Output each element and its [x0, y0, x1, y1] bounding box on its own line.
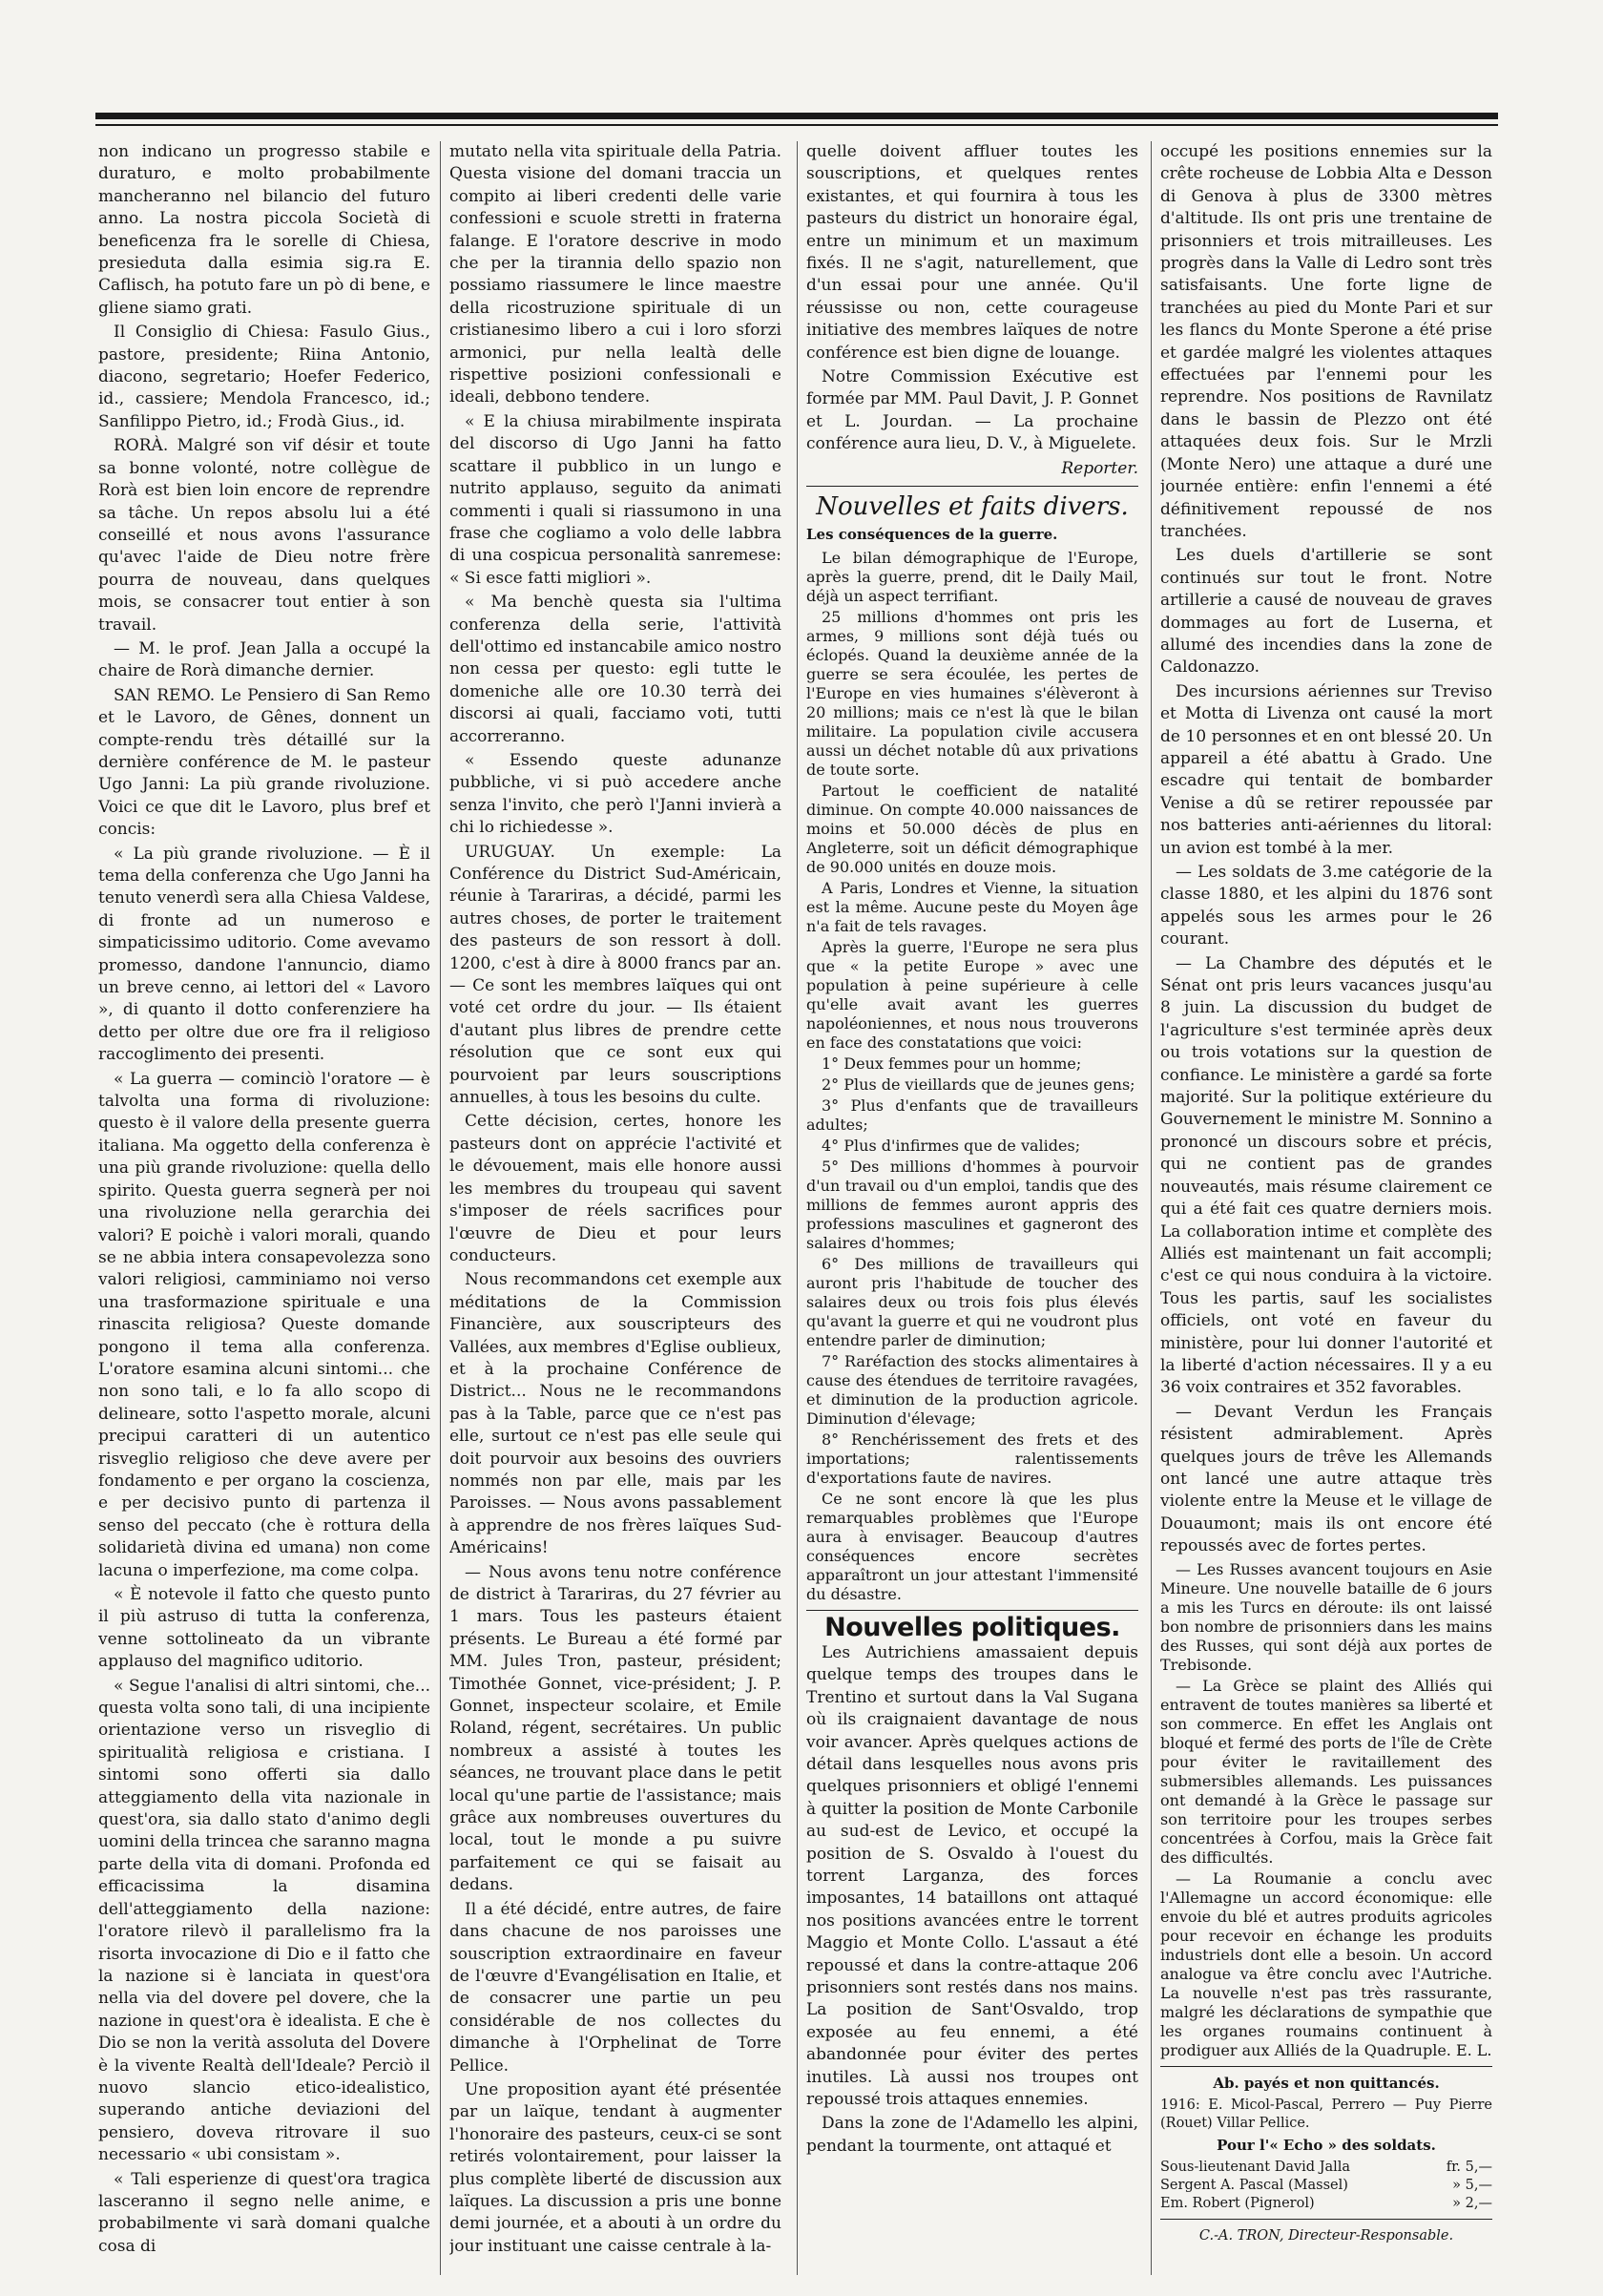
paragraph: — Les Russes avancent toujours en Asie Mineure. Une nouvelle bataille de 6 jours a mis les Turcs en déroute: ils ont laissé bon nombre de prisonniers dans les mains des Russes, qui sont déjà aux portes de Trebisonde. — [1160, 1559, 1492, 1674]
section-title-politiques: Nouvelles politiques. — [824, 1612, 1120, 1642]
amount: 5,— — [1465, 2178, 1492, 2194]
column-4 — [1160, 141, 1492, 2279]
paragraph: — Devant Verdun les Français résistent admirablement. Après quelques jours de trêve les Allemands ont lancé une autre attaque très violente entre la Meuse et le village de Douaumont; mais ils ont encore été repoussés avec de fortes pertes. — [1160, 1402, 1492, 1556]
col4-small-body — [1160, 1560, 1492, 2060]
paragraph: occupé les positions ennemies sur la crête rocheuse de Lobbia Alta e Desson di Genova à plus de 3300 mètres d'altitude. Ils ont pris une trentaine de prisonniers et trois mitrailleuses. Les progrès dans la Valle di Ledro sont très satisfaisants. Une forte ligne de tranchées au pied du Monte Pari et sur les flancs du Monte Sperone a été prise et gardée malgré les violentes attaques effectuées par l'ennemi pour les reprendre. Nos positions de Ravnilatz dans le bassin de Plezzo ont été attaquées deux fois. Sur le Mrzli (Monte Nero) une attaque a duré une journée entière: enfin l'ennemi a été définitivement repoussé de nos tranchées. — [1160, 142, 1492, 541]
paragraph: « Ma benchè questa sia l'ultima conferenza della serie, l'attività dell'ottimo ed instancabile amico nostro non cessa per questo: egli tutte le domeniche alle ore 10.30 terrà dei discorsi ai quali, facciamo voti, tutti accorreranno. — [449, 593, 781, 746]
paragraph: Les duels d'artillerie se sont continués sur tout le front. Notre artillerie a causé de nouveau de graves dommages au fort de Luserna, et allumé des incendies dans la zone de Caldonazzo. — [1160, 546, 1492, 678]
paragraph: Dans la zone de l'Adamello les alpini, pendant la tourmente, ont attaqué et — [806, 2114, 1138, 2156]
paragraph: — Les soldats de 3.me catégorie de la classe 1880, et les alpini du 1876 sont appelés sous les armes pour le 26 courant. — [1160, 863, 1492, 950]
echo-title: Pour l'« Echo » des soldats. — [1217, 2137, 1436, 2154]
paragraph: « Essendo queste adunanze pubbliche, vi si può accedere anche senza l'invito, che però l'Janni invierà a chi lo richiedesse ». — [449, 750, 781, 838]
paragraph: Cette décision, certes, honore les pasteurs dont on apprécie l'activité et le dévouement, mais elle honore aussi les membres du troupeau qui savent s'imposer de réels sacrifices pour l'œuvre de Dieu et pour leurs conducteurs. — [449, 1112, 781, 1265]
paragraph: « Tali esperienze di quest'ora tragica lasceranno il segno nelle anime, e probabilmente vi sarà domani qualche cosa di — [98, 2169, 430, 2256]
list-item: 4° Plus d'infirmes que de valides; — [822, 1136, 1081, 1155]
column-3 — [806, 141, 1138, 2279]
list-item: 1° Deux femmes pour un homme; — [822, 1054, 1082, 1073]
donation-row — [1160, 2195, 1492, 2213]
currency: » — [1452, 2196, 1462, 2212]
section-rule — [806, 1610, 1138, 1611]
paragraph: « Segue l'analisi di altri sintomi, che... questa volta sono tali, di una incipiente orientazione verso un risveglio di spiritualità religiosa e cristiana. I sintomi sono offerti sia dallo atteggiamento della vita nazionale in quest'ora, sia dallo stato d'animo degli uomini della trincea che saranno magna parte della vita di domani. Profonda ed efficacissima la disamina dell'atteggiamento della nazione: l'oratore rilevò il parallelismo fra la risorta invocazione di Dio e il fatto che la nazione si è lanciata in quest'ora nella via del dovere pel dovere, che la nazione in quest'ora è idealista. E che è Dio se non la verità assoluta del Dovere è la vivente Realtà dell'Ideale? Perciò il nuovo slancio etico-idealistico, superando antiche deviazioni del pensiero, doveva ritrovare il suo necessario « ubi consistam ». — [98, 1676, 430, 2165]
paragraph: mutato nella vita spirituale della Patria. Questa visione del domani traccia un compito ai liberi credenti delle varie confessioni e scuole stretti in fraterna falange. E l'oratore descrive in modo che per la tirannia dello spazio non possiamo riassumere le lince maestre della ricostruzione spirituale di un cristianesimo libero a cui i loro sforzi armonici, pur nella lealtà delle rispettive posizioni confessionali e ideali, debbono tendere. — [449, 142, 781, 407]
column-2 — [449, 141, 781, 2279]
paragraph: non indicano un progresso stabile e duraturo, e molto probabilmente mancheranno nel bilancio del futuro anno. La nostra piccola Società di beneficenza fra le sorelle di Chiesa, presieduta dalla esimia sig.ra E. Caflisch, ha potuto fare un pò di bene, e gliene siamo grati. — [98, 142, 430, 318]
donor-name: Sergent A. Pascal (Massel) — [1160, 2178, 1348, 2194]
paragraph: URUGUAY. Un exemple: La Conférence du District Sud-Américain, réunie à Tarariras, a décidé, parmi les autres choses, de porter le traitement des pasteurs de son ressort à doll. 1200, c'est à dire à 8000 francs par an. — Ce sont les membres laïques qui ont voté cet ordre du jour. — Ils étaient d'autant plus libres de prendre cette résolution que ce sont eux qui pourvoient par leurs souscriptions annuelles, à tous les besoins du culte. — [449, 842, 781, 1108]
section-rule — [1160, 2066, 1492, 2067]
donor-name: Em. Robert (Pignerol) — [1160, 2196, 1315, 2212]
paragraph: Une proposition ayant été présentée par un laïque, tendant à augmenter l'honoraire des pasteurs, ceux-ci se sont retirés volontairement, pour laisser la plus complète liberté de discussion aux laïques. La discussion a pris une bonne demi journée, et a abouti à un ordre du jour instituant une caisse centrale à la- — [449, 2079, 781, 2256]
list-item: 3° Plus d'enfants que de travailleurs adultes; — [806, 1096, 1138, 1134]
paragraph: RORÀ. Malgré son vif désir et toute sa bonne volonté, notre collègue de Rorà est bien loin encore de reprendre sa tâche. Un repos absolu lui a été conseillé et nous avons l'assurance qu'avec l'aide de Dieu notre frère pourra de nouveau, dans quelques mois, se consacrer tout entier à son travail. — [98, 436, 430, 635]
paragraph: Notre Commission Exécutive est formée par MM. Paul Davit, J. P. Gonnet et L. Jourdan. — La prochaine conférence aura lieu, D. V., à Miguelete. — [806, 367, 1138, 454]
paragraph: — La Grèce se plaint des Alliés qui entravent de toutes manières sa liberté et son commerce. En effet les Anglais ont bloqué et fermé des ports de l'île de Crète pour éviter le ravitaillement des submersibles allemands. Les puissances ont demandé à la Grèce le passage sur son territoire pour les troupes serbes concentrées à Corfou, mais la Grèce fait des difficultés. — [1160, 1676, 1492, 1867]
donor-name: Sous-lieutenant David Jalla — [1160, 2160, 1351, 2176]
amount: 2,— — [1465, 2196, 1492, 2212]
paragraph: Des incursions aériennes sur Treviso et Motta di Livenza ont causé la mort de 10 personnes et en ont blessé 20. Un appareil a été abattu à Grado. Une escadre qui tentait de bombarder Venise a dû se retirer repoussée par nos batteries anti-aériennes du litoral: un avion est tombé à la mer. — [1160, 681, 1492, 858]
currency: » — [1452, 2178, 1462, 2194]
paragraph: — La Chambre des députés et le Sénat ont pris leurs vacances jusqu'au 8 juin. La discussion du budget de l'agriculture s'est terminée après deux ou trois votations sur la question de confiance. Le ministère a gardé sa forte majorité. Sur la politique extérieure du Gouvernement le ministre M. Sonnino a prononcé un discours sobre et précis, qui ne contient pas de grandes nouveautés, mais résume clairement ce qui a été fait ces quatre derniers mois. La collaboration intime et complète des Alliés est maintenant un fait accompli; c'est ce qui nous conduira à la victoire. Tous les partis, sauf les socialistes officiels, ont voté en faveur du ministère, pour lui donner l'autorité et la liberté d'action nécessaires. Il y a eu 36 voix contraires et 352 favorables. — [1160, 953, 1492, 1398]
section-rule — [806, 486, 1138, 487]
paragraph: SAN REMO. Le Pensiero di San Remo et le Lavoro, de Gênes, donnent un compte-rendu très détaillé sur la dernière conférence de M. le pasteur Ugo Janni: La più grande rivoluzione. Voici ce que dit le Lavoro, plus bref et concis: — [98, 685, 430, 840]
paragraph: Le bilan démographique de l'Europe, après la guerre, prend, dit le Daily Mail, déjà un aspect terrifiant. — [806, 548, 1138, 605]
signature: Reporter. — [1061, 458, 1138, 478]
ab-title: Ab. payés et non quittancés. — [1213, 2074, 1440, 2092]
paragraph: quelle doivent affluer toutes les souscriptions, et quelques rentes existantes, et qui fournira à tous les pasteurs du district un honoraire égal, entre un minimum et un maximum fixés. Il ne s'agit, naturellement, que d'un essai pour une année. Qu'il réussisse ou non, cette courageuse initiative des membres laïques de notre conférence est bien digne de louange. — [806, 142, 1138, 363]
paragraph: A Paris, Londres et Vienne, la situation est la même. Aucune peste du Moyen âge n'a fait de tels ravages. — [806, 878, 1138, 935]
paragraph: Nous recommandons cet exemple aux méditations de la Commission Financière, aux souscripteurs des Vallées, aux membres d'Eglise oublieux, et à la prochaine Conférence de District... Nous ne le recommandons pas à la Table, parce que ce n'est pas elle, surtout ce n'est pas elle seule qui doit pourvoir aux besoins des ouvriers nommés non par elle, mais par les Paroisses. — Nous avons passablement à apprendre de nos frères laïques Sud-Américains! — [449, 1270, 781, 1558]
column-separator — [797, 141, 798, 2275]
paragraph: Il Consiglio di Chiesa: Fasulo Gius., pastore, presidente; Riina Antonio, diacono, segretario; Hoefer Federico, id., cassiere; Mendola Francesco, id.; Sanfilippo Pietro, id.; Frodà Gius., id. — [98, 323, 430, 431]
paragraph: 25 millions d'hommes ont pris les armes, 9 millions sont déjà tués ou éclopés. Quand la deuxième année de la guerre se sera écoulée, les pertes de l'Europe en vies humaines s'élèveront à 20 millions; mais ce n'est là que le bilan militaire. La population civile accusera aussi un déchet notable dû aux privations de toute sorte. — [806, 607, 1138, 779]
section-title-nouvelles: Nouvelles et faits divers. — [816, 492, 1129, 522]
paragraph: Il a été décidé, entre autres, de faire dans chacune de nos paroisses une souscription extraordinaire en faveur de l'œuvre d'Evangélisation en Italie, et de consacrer une partie un peu considérable de nos collectes du dimanche à l'Orphelinat de Torre Pellice. — [449, 1899, 781, 2076]
paragraph: Ce ne sont encore là que les plus remarquables problèmes que l'Europe aura à envisager. Beaucoup d'autres conséquences encore secrètes apparaîtront un jour attestant l'immensité du désastre. — [806, 1489, 1138, 1603]
list-item: 8° Renchérissement des frets et des importations; ralentissements d'exportations faute de navires. — [806, 1430, 1138, 1487]
currency: fr. — [1446, 2160, 1462, 2176]
paragraph: « E la chiusa mirabilmente inspirata del discorso di Ugo Janni ha fatto scattare il pubblico in un lungo e nutrito applauso, seguito da animati commenti i quali si riassumono in una frase che cogliamo a volo delle labbra di una cospicua personalità sanremese: « Si esce fatti migliori ». — [449, 411, 781, 588]
list-item: 5° Des millions d'hommes à pourvoir d'un travail ou d'un emploi, tandis que des millions de femmes auront appris des professions masculines et gagneront des salaires d'hommes; — [806, 1157, 1138, 1252]
list-item: 6° Des millions de travailleurs qui auront pris l'habitude de toucher des salaires deux ou trois fois plus élevés qu'avant la guerre et qui ne voudront plus entendre parler de diminution; — [806, 1254, 1138, 1349]
paragraph: « La più grande rivoluzione. — È il tema della conferenza che Ugo Janni ha tenuto venerdì sera alla Chiesa Valdese, di fronte ad un numeroso e simpaticissimo uditorio. Come avevamo promesso, dandone l'annuncio, diamo un breve cenno, ai lettori del « Lavoro », di quanto il dotto conferenziere ha detto per oltre due ore fra il religioso raccoglimento dei presenti. — [98, 844, 430, 1065]
donation-row — [1160, 2177, 1492, 2195]
list-item: 2° Plus de vieillards que de jeunes gens; — [822, 1075, 1135, 1094]
column-1 — [98, 141, 430, 2279]
header-rule-thick — [95, 113, 1498, 119]
paragraph: Partout le coefficient de natalité diminue. On compte 40.000 naissances de moins et 50.000 décès de plus en Angleterre, soit un déficit démographique de 90.000 unités en douze mois. — [806, 781, 1138, 876]
column-separator — [1151, 141, 1152, 2275]
ab-text: 1916: E. Micol-Pascal, Perrero — Puy Pierre (Rouet) Villar Pellice. — [1160, 2098, 1492, 2131]
list-item: 7° Raréfaction des stocks alimentaires à cause des étendues de territoire ravagées, et diminution de la production agricole. Diminution d'élevage; — [806, 1351, 1138, 1428]
column-separator — [440, 141, 441, 2275]
section-subtitle: Les conséquences de la guerre. — [806, 526, 1058, 544]
paragraph: « È notevole il fatto che questo punto il più astruso di tutta la conferenza, venne sottolineato da un vibrante applauso del magnifico uditorio. — [98, 1585, 430, 1672]
paragraph: Les Autrichiens amassaient depuis quelque temps des troupes dans le Trentino et surtout dans la Val Sugana où ils craignaient davantage de nous voir avancer. Après quelques actions de détail dans lesquelles nous avons pris quelques prisonniers et obligé l'ennemi à quitter la position de Monte Carbonile au sud-est de Levico, et occupé la position de S. Osvaldo à l'ouest du torrent Larganza, des forces imposantes, 14 bataillons ont attaqué nos positions avancées entre le torrent Maggio et Monte Collo. L'assaut a été repoussé et dans la contre-attaque 206 prisonniers sont restés dans nos mains. La position de Sant'Osvaldo, trop exposée au feu ennemi, a été abandonnée pour éviter des pertes inutiles. Là aussi nos troupes ont repoussé trois attaques ennemies. — [806, 1642, 1138, 2110]
paragraph: Après la guerre, l'Europe ne sera plus que « la petite Europe » avec une population à peine supérieure à celle qu'elle avait avant les guerres napoléoniennes, et nous nous trouverons en face des constatations que voici: — [806, 937, 1138, 1052]
header-rule-thin — [95, 124, 1498, 126]
paragraph: — M. le prof. Jean Jalla a occupé la chaire de Rorà dimanche dernier. — [98, 638, 430, 681]
section-rule — [1160, 2219, 1492, 2220]
paragraph: « La guerra — cominciò l'oratore — è talvolta una forma di rivoluzione: questo è il valore della presente guerra italiana. Ma oggetto della conferenza è una più grande rivoluzione: quella dello spirito. Questa guerra segnerà per noi una rivoluzione nella gerarchia dei valori? E poichè i valori morali, quando se ne abbia intera consapevolezza sono valori religiosi, camminiamo noi verso una trasformazione spirituale e una rinascita religiosa? Queste domande pongono il tema alla conferenza. L'oratore esamina alcuni sintomi... che non sono tali, e lo fa allo scopo di delineare, sotto l'aspetto morale, alcuni precipui caratteri di un autentico risveglio religioso che deve avere per fondamento e per organo la coscienza, e per decisivo punto di partenza il senso del peccato (che è rottura della solidarietà divina ed umana) non come lacuna o imperfezione, ma come colpa. — [98, 1069, 430, 1580]
amount: 5,— — [1465, 2160, 1492, 2176]
paragraph: — Nous avons tenu notre conférence de district à Tarariras, du 27 février au 1 mars. Tous les pasteurs étaient présents. Le Bureau a été formé par MM. Jules Tron, pasteur, président; Timothée Gonnet, vice-président; J. P. Gonnet, inspecteur scolaire, et Emile Roland, régent, secrétaires. Un public nombreux a assisté à toutes les séances, ne trouvant place dans le petit local qu'une partie de l'assistance; mais grâce aux nombreuses ouvertures du local, tout le monde a pu suivre parfaitement ce qui se faisait au dedans. — [449, 1562, 781, 1895]
director-credit: C.-A. TRON, Directeur-Responsable. — [1198, 2228, 1454, 2244]
donation-row — [1160, 2159, 1492, 2177]
nouvelles-body — [806, 549, 1138, 1604]
paragraph: — La Roumanie a conclu avec l'Allemagne un accord économique: elle envoie du blé et autres produits agricoles pour recevoir en échange les produits industriels dont elle a besoin. Un accord analogue va être conclu avec l'Autriche. La nouvelle n'est pas très rassurante, malgré les déclarations de sympathie que les organes roumains continuent à prodiguer aux Alliés de la Quadruple. E. L. — [1160, 1868, 1492, 2059]
